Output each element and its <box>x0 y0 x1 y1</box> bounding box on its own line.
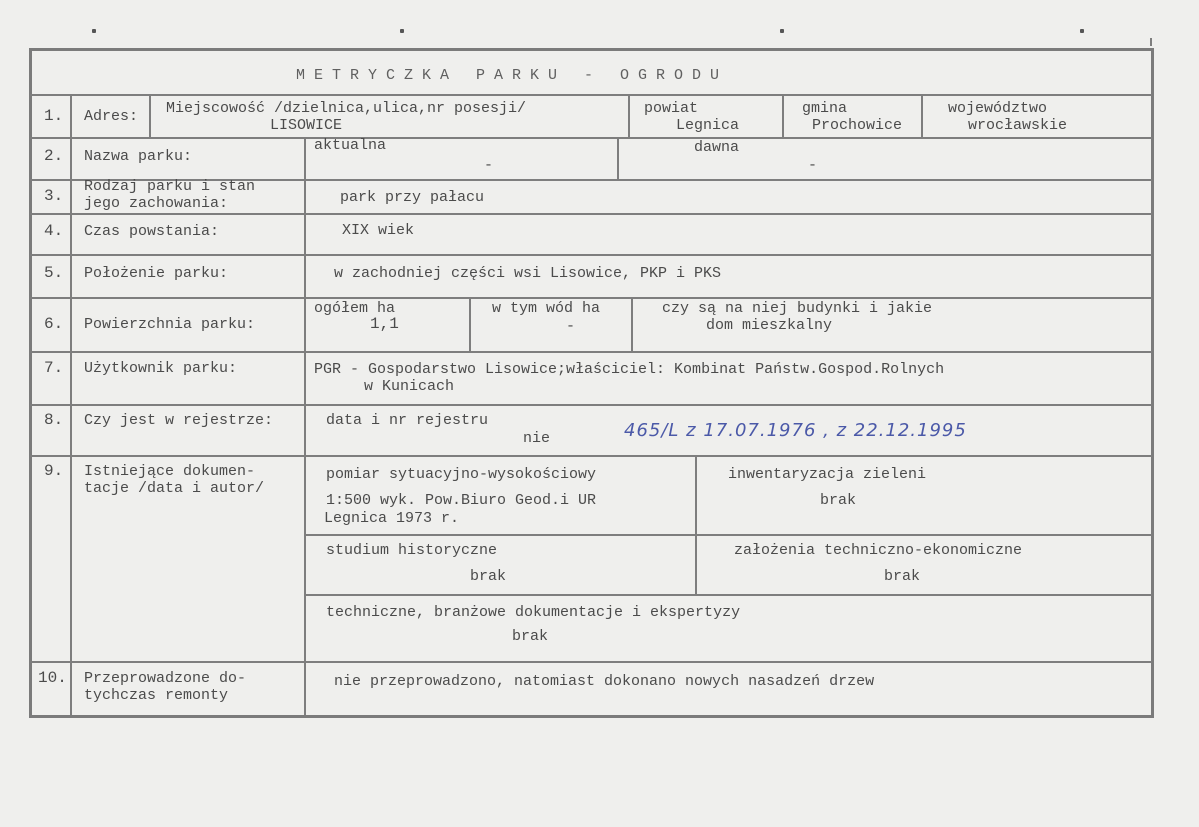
historical-study-title: studium historyczne <box>326 542 498 559</box>
park-type-label-line2: jego zachowania: <box>84 195 229 212</box>
documentation-label: Istniejące dokumen- <box>84 463 256 480</box>
row-number: 8. <box>44 411 64 429</box>
row-number: 7. <box>44 359 64 377</box>
cell-divider <box>617 138 619 179</box>
row-divider <box>305 534 1152 536</box>
punch-mark <box>1080 29 1084 33</box>
row-divider <box>30 297 1152 299</box>
historical-study-value: brak <box>470 568 507 585</box>
creation-time-label: Czas powstania: <box>84 223 220 240</box>
user-value: PGR - Gospodarstwo Lisowice;właściciel: Kombinat Państw.Gospod.Rolnych <box>314 361 945 378</box>
row-number: 6. <box>44 315 64 333</box>
row-divider <box>30 455 1152 457</box>
total-area-value: 1,1 <box>370 315 399 333</box>
survey-detail: 1:500 wyk. Pow.Biuro Geod.i UR <box>326 492 597 509</box>
current-name-value: - <box>484 157 494 174</box>
cell-divider <box>469 298 471 351</box>
form-title: METRYCZKA PARKU - OGRODU <box>296 67 729 84</box>
cell-divider <box>628 95 630 137</box>
row-number: 5. <box>44 264 64 282</box>
row-divider <box>30 137 1152 139</box>
row-number: 10. <box>38 669 67 687</box>
commune-value: Prochowice <box>812 117 903 134</box>
locality-field-label: Miejscowość /dzielnica,ulica,nr posesji/ <box>166 100 527 117</box>
former-name-value: - <box>808 157 818 174</box>
greenery-inventory-value: brak <box>820 492 857 509</box>
district-value: Legnica <box>676 117 740 134</box>
survey-title: pomiar sytuacyjno-wysokościowy <box>326 466 597 483</box>
row-divider <box>30 254 1152 256</box>
water-area-field-label: w tym wód ha <box>492 300 601 317</box>
label-column-divider <box>304 138 306 715</box>
register-label: Czy jest w rejestrze: <box>84 412 274 429</box>
punch-mark <box>780 29 784 33</box>
voivodeship-value: wrocławskie <box>968 117 1068 134</box>
survey-place-date: Legnica 1973 r. <box>324 510 460 527</box>
current-name-field-label: aktualna <box>314 137 387 154</box>
buildings-value: dom mieszkalny <box>706 317 833 334</box>
expertise-title: techniczne, branżowe dokumentacje i ekspertyzy <box>326 604 741 621</box>
park-type-value: park przy pałacu <box>340 189 485 206</box>
former-name-field-label: dawna <box>694 139 740 156</box>
punch-mark <box>400 29 404 33</box>
row-divider <box>30 661 1152 663</box>
cell-divider <box>149 95 151 137</box>
cell-divider <box>631 298 633 351</box>
cell-divider <box>921 95 923 137</box>
greenery-inventory-title: inwentaryzacja zieleni <box>728 466 927 483</box>
renovations-value: nie przeprowadzono, natomiast dokonano nowych nasadzeń drzew <box>334 673 875 690</box>
handwritten-register-entry: 465/L z 17.07.1976 , z 22.12.1995 <box>624 420 967 441</box>
park-type-label: Rodzaj parku i stan <box>84 178 256 195</box>
row-number: 3. <box>44 187 64 205</box>
row-divider <box>30 404 1152 406</box>
number-column-divider <box>70 95 72 715</box>
cell-divider <box>695 456 697 594</box>
expertise-value: brak <box>512 628 549 645</box>
commune-field-label: gmina <box>802 100 848 117</box>
row-divider <box>30 351 1152 353</box>
voivodeship-field-label: województwo <box>948 100 1048 117</box>
row-divider <box>30 94 1152 96</box>
frame-tick <box>1150 38 1152 46</box>
row-divider <box>305 594 1152 596</box>
tech-econ-assumptions-title: założenia techniczno-ekonomiczne <box>734 542 1023 559</box>
row-divider <box>30 213 1152 215</box>
total-area-field-label: ogółem ha <box>314 300 396 317</box>
address-label: Adres: <box>84 108 139 125</box>
district-field-label: powiat <box>644 100 699 117</box>
creation-time-value: XIX wiek <box>342 222 415 239</box>
cell-divider <box>782 95 784 137</box>
location-label: Położenie parku: <box>84 265 229 282</box>
punch-mark <box>92 29 96 33</box>
renovations-label: Przeprowadzone do- <box>84 670 247 687</box>
register-value: nie <box>523 430 551 447</box>
locality-value: LISOWICE <box>270 117 343 134</box>
water-area-value: - <box>566 318 576 335</box>
renovations-label-line2: tychczas remonty <box>84 687 229 704</box>
user-label: Użytkownik parku: <box>84 360 238 377</box>
user-value-line2: w Kunicach <box>364 378 455 395</box>
tech-econ-assumptions-value: brak <box>884 568 921 585</box>
row-number: 2. <box>44 147 64 165</box>
row-number: 4. <box>44 222 64 240</box>
row-number: 9. <box>44 462 64 480</box>
documentation-label-line2: tacje /data i autor/ <box>84 480 265 497</box>
park-name-label: Nazwa parku: <box>84 148 193 165</box>
area-label: Powierzchnia parku: <box>84 316 256 333</box>
register-field-label: data i nr rejestru <box>326 412 489 429</box>
row-number: 1. <box>44 107 64 125</box>
location-value: w zachodniej części wsi Lisowice, PKP i PKS <box>334 265 722 282</box>
buildings-field-label: czy są na niej budynki i jakie <box>662 300 933 317</box>
